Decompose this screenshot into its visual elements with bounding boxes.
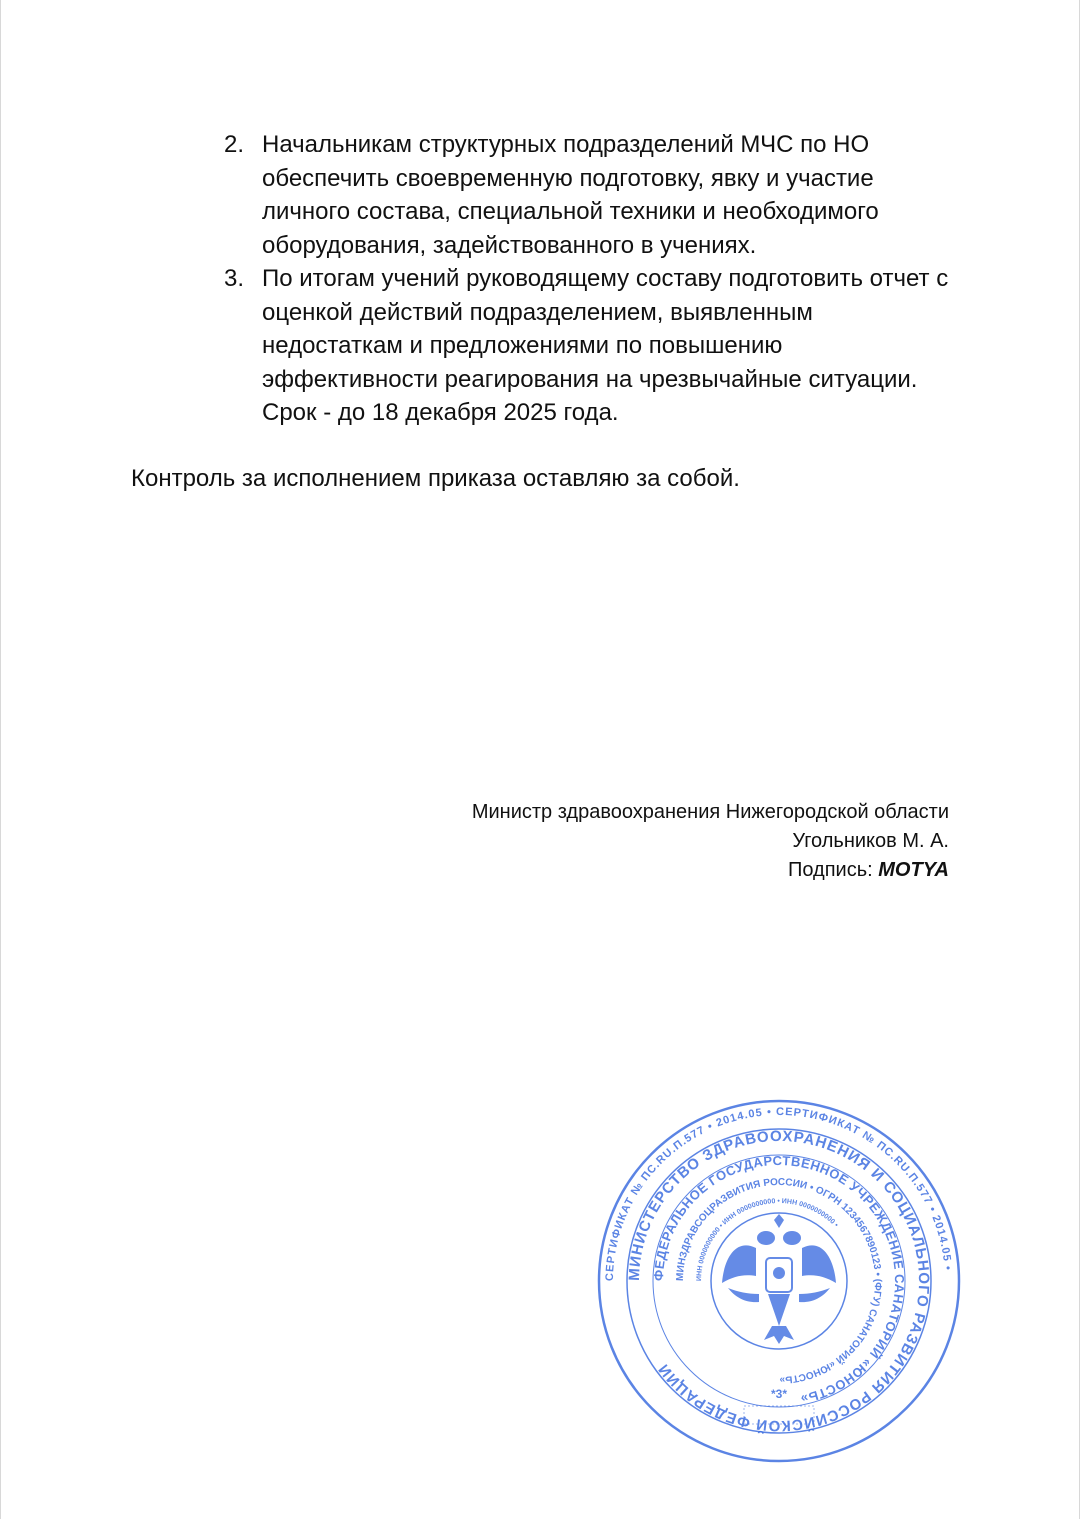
list-item [224,128,954,262]
control-statement: Контроль за исполнением приказа оставляю за собой. [131,465,740,492]
signature-line [472,856,949,885]
order-items-list [224,128,954,430]
list-item-text: Начальникам структурных подразделений МЧС по НО обеспечить своевременную подготовку, явку и участие личного состава, специальной техники и необходимого оборудования, задействованного в учениях. [262,131,879,259]
list-item [224,262,954,430]
stamp-ring-4-text: ИНН 0000000000 • ИНН 0000000000 • ИНН 0000000000 • [695,1197,840,1282]
signatory-name: Угольников М. А. [792,830,949,852]
stamp-bottom-text: *3* [770,1387,788,1401]
list-item-text: По итогам учений руководящему составу подготовить отчет с оценкой действий подразделением, выявленным недостаткам и предложениями по повышению эффективности реагирования на чрезвычайные ситуации. Срок - до 18 декабря 2025 года. [262,265,949,426]
eagle-emblem-icon [722,1214,836,1344]
signature-value: MOTYA [878,859,949,881]
stamp-outer-text: СЕРТИФИКАТ № ПС.RU.П.577 • 2014.05 • СЕРТИФИКАТ № ПС.RU.П.577 • 2014.05 • [603,1105,954,1282]
official-seal-stamp [596,1098,962,1464]
stamp-ring-2-text: ФЕДЕРАЛЬНОЕ ГОСУДАРСТВЕННОЕ УЧРЕЖДЕНИЕ САНАТОРИЙ «ЮНОСТЬ» [650,1152,908,1407]
list-item-number: 2. [224,131,245,158]
signatory-position: Министр здравоохранения Нижегородской области [471,801,949,823]
stamp-ring-1-text: МИНИСТЕРСТВО ЗДРАВООХРАНЕНИЯ И СОЦИАЛЬНОГО РАЗВИТИЯ РОССИЙСКОЙ ФЕДЕРАЦИИ [625,1127,933,1435]
page-border-left [0,0,1,1519]
signature-block [472,798,949,885]
stamp-ring-3-text: МИНЗДРАВСОЦРАЗВИТИЯ РОССИИ • ОГРН 1234567890123 • (ФГУ) САНАТОРИЙ «ЮНОСТЬ» [674,1176,884,1386]
signature-label: Подпись: [787,859,873,881]
list-item-number: 3. [224,265,245,292]
